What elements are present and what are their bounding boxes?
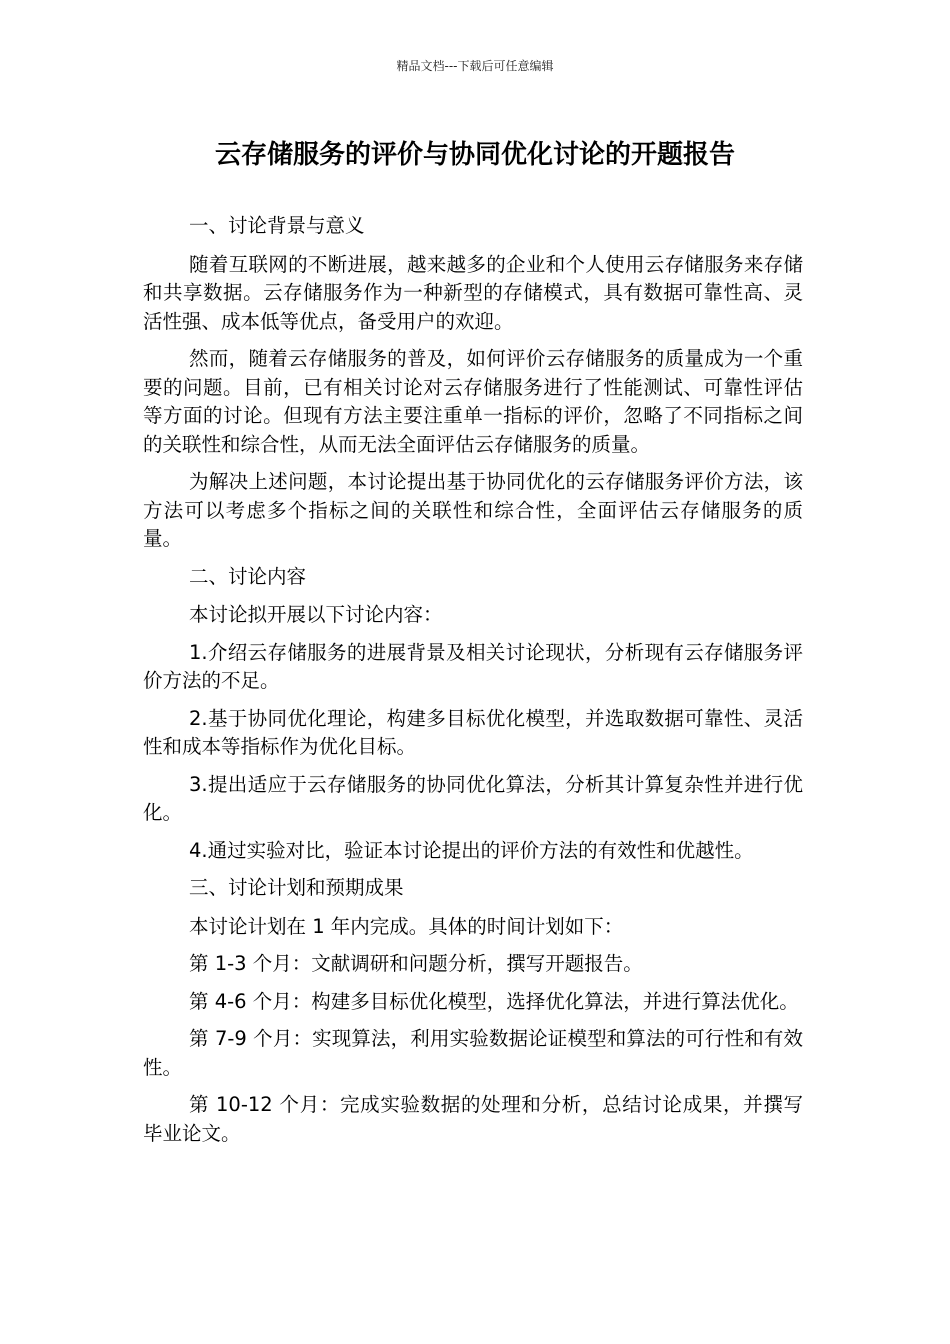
paragraph-background-2: 然而，随着云存储服务的普及，如何评价云存储服务的质量成为一个重要的问题。目前，已有相关讨论对云存储服务进行了性能测试、可靠性评估等方面的讨论。但现有方法主要注重单一指标的评价，忽略了不同指标之间的关联性和综合性，从而无法全面评估云存储服务的质量。: [143, 347, 803, 456]
schedule-item-2: 第 4-6 个月：构建多目标优化模型，选择优化算法，并进行算法优化。: [189, 989, 799, 1013]
paragraph-content-intro: 本讨论拟开展以下讨论内容：: [189, 603, 443, 626]
section-heading-background: 一、讨论背景与意义: [189, 214, 365, 237]
schedule-item-1: 第 1-3 个月：文献调研和问题分析，撰写开题报告。: [189, 952, 643, 975]
list-item-content-4: 4.通过实验对比，验证本讨论提出的评价方法的有效性和优越性。: [189, 838, 754, 862]
header-note: 精品文档---下载后可任意编辑: [396, 59, 554, 73]
section-heading-plan: 三、讨论计划和预期成果: [189, 876, 404, 899]
section-heading-content: 二、讨论内容: [189, 564, 307, 588]
schedule-item-4: 第 10-12 个月：完成实验数据的处理和分析，总结讨论成果，并撰写毕业论文。: [143, 1093, 803, 1145]
paragraph-plan-intro: 本讨论计划在 1 年内完成。具体的时间计划如下：: [189, 914, 624, 938]
paragraph-background-3: 为解决上述问题，本讨论提出基于协同优化的云存储服务评价方法，该方法可以考虑多个指标之间的关联性和综合性，全面评估云存储服务的质量。: [143, 470, 803, 550]
list-item-content-2: 2.基于协同优化理论，构建多目标优化模型，并选取数据可靠性、灵活性和成本等指标作为优化目标。: [143, 706, 803, 758]
paragraph-background-1: 随着互联网的不断进展，越来越多的企业和个人使用云存储服务来存储和共享数据。云存储服务作为一种新型的存储模式，具有数据可靠性高、灵活性强、成本低等优点，备受用户的欢迎。: [143, 252, 803, 333]
document-body: [143, 212, 803, 1157]
document-title: 云存储服务的评价与协同优化讨论的开题报告: [214, 140, 735, 170]
list-item-content-3: 3.提出适应于云存储服务的协同优化算法，分析其计算复杂性并进行优化。: [143, 772, 803, 824]
schedule-item-3: 第 7-9 个月：实现算法，利用实验数据论证模型和算法的可行性和有效性。: [143, 1027, 803, 1079]
list-item-content-1: 1.介绍云存储服务的进展背景及相关讨论现状，分析现有云存储服务评价方法的不足。: [143, 640, 803, 692]
